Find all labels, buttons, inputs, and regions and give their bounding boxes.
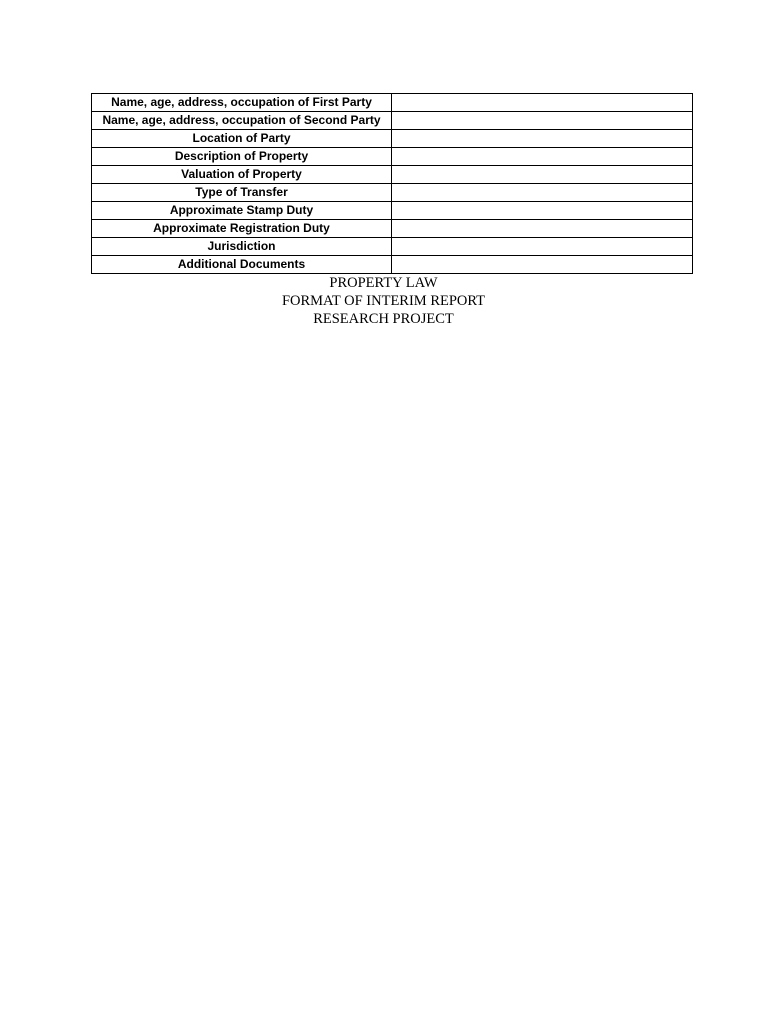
stamp-duty-label: Approximate Stamp Duty <box>92 202 392 220</box>
table-row <box>92 148 693 166</box>
location-of-party-value <box>392 130 693 148</box>
table-row <box>92 130 693 148</box>
stamp-duty-value <box>392 202 693 220</box>
first-party-value <box>392 94 693 112</box>
document-heading <box>91 274 676 328</box>
jurisdiction-label: Jurisdiction <box>92 238 392 256</box>
table-row <box>92 202 693 220</box>
type-of-transfer-label: Type of Transfer <box>92 184 392 202</box>
registration-duty-value <box>392 220 693 238</box>
registration-duty-label: Approximate Registration Duty <box>92 220 392 238</box>
description-of-property-value <box>392 148 693 166</box>
type-of-transfer-value <box>392 184 693 202</box>
table-row <box>92 112 693 130</box>
valuation-of-property-value <box>392 166 693 184</box>
heading-line-subject: PROPERTY LAW <box>329 275 438 291</box>
table-row <box>92 166 693 184</box>
valuation-of-property-label: Valuation of Property <box>92 166 392 184</box>
second-party-label: Name, age, address, occupation of Second Party <box>92 112 392 130</box>
heading-line-project: RESEARCH PROJECT <box>313 311 454 327</box>
table-row <box>92 94 693 112</box>
table-row <box>92 220 693 238</box>
heading-line-format: FORMAT OF INTERIM REPORT <box>281 293 486 309</box>
details-table <box>91 93 693 274</box>
location-of-party-label: Location of Party <box>92 130 392 148</box>
jurisdiction-value <box>392 238 693 256</box>
additional-documents-value <box>392 256 693 274</box>
table-row <box>92 238 693 256</box>
first-party-label: Name, age, address, occupation of First Party <box>92 94 392 112</box>
additional-documents-label: Additional Documents <box>92 256 392 274</box>
second-party-value <box>392 112 693 130</box>
table-row <box>92 184 693 202</box>
description-of-property-label: Description of Property <box>92 148 392 166</box>
table-row <box>92 256 693 274</box>
